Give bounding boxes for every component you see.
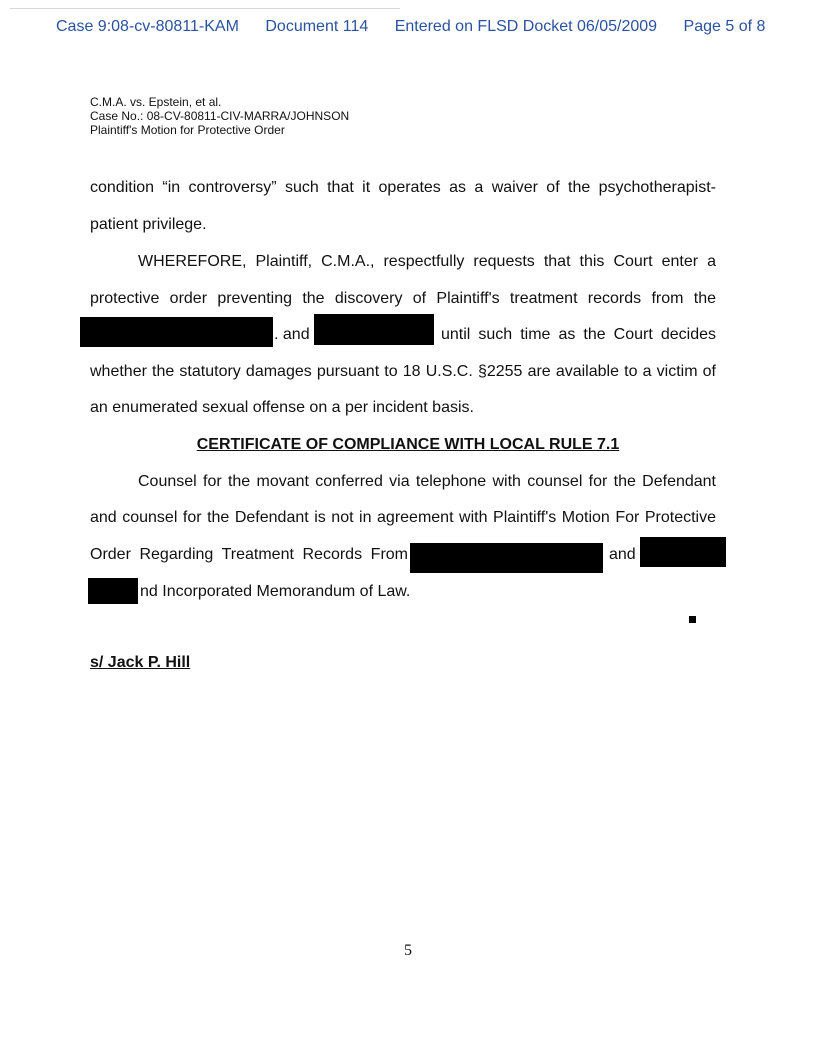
- body-line: Order Regarding Treatment Records From: [90, 546, 408, 563]
- body-line: condition “in controversy” such that it operates as a waiver of the psychotherapist-: [90, 179, 716, 196]
- redaction-block: [88, 578, 138, 604]
- body-line: and: [609, 546, 636, 563]
- body-line: patient privilege.: [90, 216, 207, 233]
- body-line: . and: [274, 326, 310, 343]
- page-count-stamp: Page 5 of 8: [683, 18, 766, 35]
- scan-artifact-line: [10, 8, 400, 9]
- redaction-block: [80, 317, 273, 347]
- body-line: whether the statutory damages pursuant to 18 U.S.C. §2255 are available to a victim of: [90, 363, 716, 380]
- certificate-heading: CERTIFICATE OF COMPLIANCE WITH LOCAL RULE 7.1: [196, 436, 620, 453]
- body-line: WHEREFORE, Plaintiff, C.M.A., respectfully requests that this Court enter a: [138, 253, 716, 270]
- page-number: 5: [404, 942, 412, 959]
- body-line: until such time as the Court decides: [441, 326, 716, 343]
- body-line: protective order preventing the discovery of Plaintiff's treatment records from the: [90, 290, 716, 307]
- body-line: nd Incorporated Memorandum of Law.: [140, 583, 411, 600]
- entered-date-stamp: Entered on FLSD Docket 06/05/2009: [394, 18, 658, 35]
- case-caption: [90, 95, 349, 137]
- case-number-stamp: Case 9:08-cv-80811-KAM: [56, 18, 239, 35]
- redaction-block: [410, 543, 603, 573]
- body-line: an enumerated sexual offense on a per incident basis.: [90, 399, 474, 416]
- caption-motion-title: Plaintiff's Motion for Protective Order: [90, 123, 285, 137]
- docket-stamp: [56, 18, 765, 36]
- body-line: and counsel for the Defendant is not in agreement with Plaintiff's Motion For Protective: [90, 509, 716, 526]
- document-number-stamp: Document 114: [265, 18, 369, 35]
- scan-mark: [689, 616, 696, 623]
- redaction-block: [314, 314, 434, 345]
- redaction-block: [640, 537, 726, 567]
- body-line: Counsel for the movant conferred via telephone with counsel for the Defendant: [138, 473, 716, 490]
- caption-parties: C.M.A. vs. Epstein, et al.: [90, 95, 222, 109]
- caption-case-number: Case No.: 08-CV-80811-CIV-MARRA/JOHNSON: [90, 109, 350, 123]
- signature-line: s/ Jack P. Hill: [90, 654, 191, 671]
